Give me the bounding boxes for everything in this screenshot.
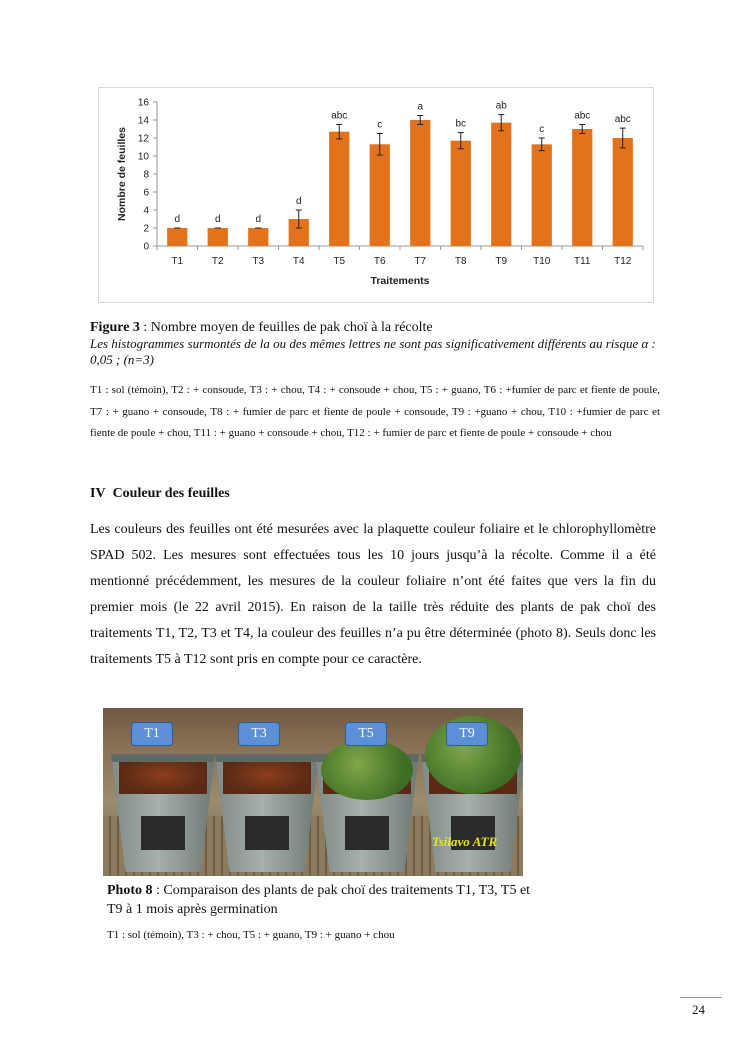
bar-T3 — [248, 228, 268, 246]
photo-watermark: Tsilavo ATR — [432, 834, 498, 849]
bucket-t1 — [111, 754, 215, 872]
section-number: IV — [90, 486, 106, 501]
y-tick-label: 10 — [137, 151, 149, 163]
significance-letter: c — [377, 119, 383, 131]
x-tick-label: T8 — [454, 256, 467, 267]
x-tick-label: T4 — [292, 256, 305, 267]
figure-subtitle: Les histogrammes surmontés de la ou des mêmes lettres ne sont pas significativement différents au risque α : 0,05 ; (n=3) — [90, 336, 656, 367]
treatment-legend: T1 : sol (témoin), T2 : + consoude, T3 : + chou, T4 : + consoude + chou, T5 : + guano, T6 : +fumier de parc et fiente de poule, T7 : + guano + consoude, T8 : + fumier de parc et fiente de poule + consoude, T9 : +guano + chou, T10 : +fumier de parc et fiente de poule + chou, T11 : + guano + consoude + chou, T12 : + fumier de parc et fiente de poule + consoude + chou — [90, 384, 660, 439]
bar-T1 — [167, 228, 187, 246]
figure-3-chart — [98, 87, 654, 303]
bucket-t3 — [215, 754, 319, 872]
bar-chart — [99, 88, 655, 304]
x-tick-label: T6 — [373, 256, 386, 267]
section-title: Couleur des feuilles — [112, 486, 230, 501]
bar-T6 — [370, 144, 390, 246]
significance-letter: bc — [455, 118, 467, 130]
significance-letter: d — [255, 214, 262, 225]
figure-label: Figure 3 — [90, 320, 140, 335]
significance-letter: d — [174, 214, 181, 225]
significance-letter: abc — [614, 114, 631, 126]
x-tick-label: T2 — [211, 256, 224, 267]
significance-letter: a — [417, 101, 424, 113]
figure-title: : Nombre moyen de feuilles de pak choï à la récolte — [139, 320, 433, 335]
y-tick-label: 6 — [143, 187, 149, 199]
y-tick-label: 12 — [137, 133, 149, 145]
significance-letter: c — [539, 124, 545, 135]
photo-tag: T9 — [446, 722, 488, 746]
photo-tag: T3 — [238, 722, 280, 746]
significance-letter: d — [295, 196, 302, 207]
photo-tag: T5 — [345, 722, 387, 746]
y-tick-label: 2 — [143, 223, 149, 235]
photo-tag: T1 — [131, 722, 173, 746]
photo-8 — [103, 708, 523, 876]
plant-t5 — [321, 740, 413, 800]
bar-T5 — [329, 132, 349, 246]
y-tick-label: 4 — [143, 205, 149, 217]
bar-T11 — [572, 129, 592, 246]
y-tick-label: 0 — [143, 241, 149, 253]
x-tick-label: T3 — [252, 256, 265, 267]
body-paragraph: Les couleurs des feuilles ont été mesurées avec la plaquette couleur foliaire et le chlorophyllomètre SPAD 502. Les mesures sont effectuées tous les 10 jours jusqu’à la récolte. Comme il a été mentionné précédemment, les mesures de la couleur foliaire n’ont été faites que vers la fin du premier mois (le 22 avril 2015). En raison de la taille très réduite des plants de pak choï des traitements T1, T2, T3 et T4, la couleur des feuilles n’a pu être déterminée (photo 8). Seuls donc les traitements T5 à T12 sont pris en compte pour ce caractère. — [90, 522, 656, 667]
section-heading — [90, 486, 230, 502]
photo-legend: T1 : sol (témoin), T3 : + chou, T5 : + guano, T9 : + guano + chou — [107, 929, 395, 941]
x-tick-label: T11 — [574, 256, 591, 267]
significance-letter: ab — [495, 100, 507, 112]
x-tick-label: T1 — [171, 256, 184, 267]
photo-label: Photo 8 — [107, 883, 153, 898]
x-tick-label: T12 — [614, 256, 632, 267]
significance-letter: d — [214, 214, 221, 225]
y-axis-title: Nombre de feuilles — [116, 127, 128, 221]
x-tick-label: T5 — [333, 256, 346, 267]
bar-T7 — [410, 120, 430, 246]
photo-caption — [107, 881, 537, 919]
x-tick-label: T7 — [414, 256, 427, 267]
significance-letter: abc — [574, 110, 591, 122]
photo-caption-text: : Comparaison des plants de pak choï des traitements T1, T3, T5 et T9 à 1 mois après germination — [107, 883, 531, 917]
page-number-rule — [680, 997, 722, 998]
x-tick-label: T10 — [533, 256, 551, 267]
x-axis-title: Traitements — [370, 275, 430, 287]
x-tick-label: T9 — [495, 256, 508, 267]
bar-T8 — [451, 141, 471, 246]
bar-T2 — [208, 228, 228, 246]
page-number: 24 — [692, 1002, 705, 1017]
bar-T9 — [491, 123, 511, 246]
y-tick-label: 14 — [137, 115, 149, 127]
figure-caption — [90, 319, 660, 336]
y-tick-label: 8 — [143, 169, 149, 181]
bar-T12 — [613, 138, 633, 246]
significance-letter: abc — [331, 110, 348, 122]
y-tick-label: 16 — [137, 97, 149, 109]
bar-T10 — [532, 144, 552, 246]
